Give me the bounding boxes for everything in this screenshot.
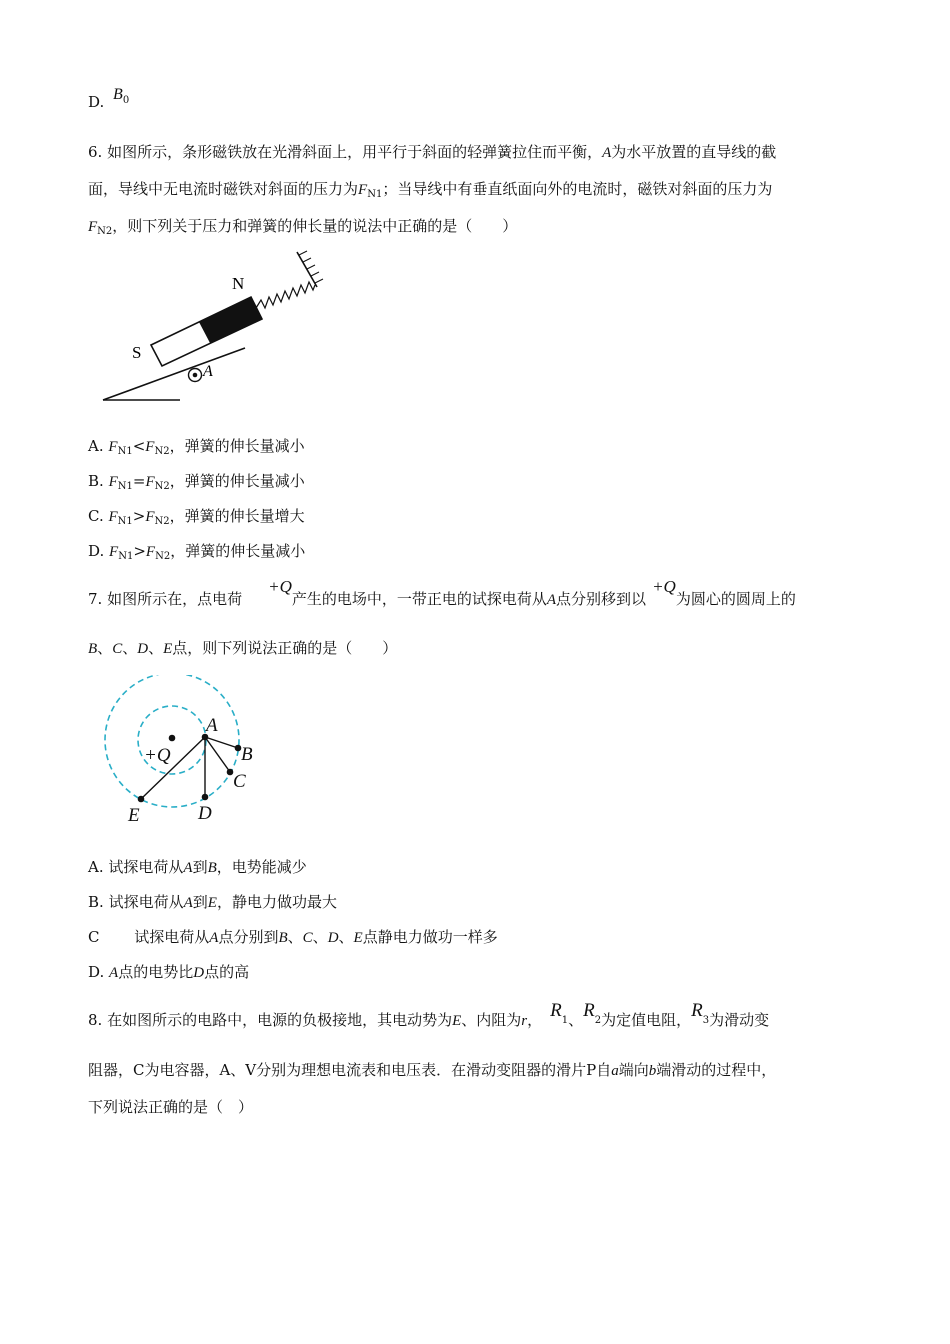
q7-line-1: 7. 如图所示在，点电荷+Q产生的电场中，一带正电的试探电荷从A点分别移到以+Q为圆心的圆周上的 — [88, 577, 796, 608]
charge-q-dot — [169, 735, 176, 742]
q6-option-b[interactable]: B. $F_{N1}=F_{N2}$，弹簧的伸长量减小 — [88, 472, 305, 492]
q7-option-c[interactable]: C 试探电荷从A点分别到B、C、D、E点静电力做功一样多 — [88, 928, 498, 946]
point-e — [138, 796, 145, 803]
label-e: E — [128, 805, 140, 826]
incline-slope — [103, 348, 245, 400]
q6-option-d[interactable]: D. $F_{N1}>F_{N2}$，弹簧的伸长量减小 — [88, 542, 306, 562]
point-d — [202, 794, 209, 801]
wire-a-dot — [193, 373, 198, 378]
q6-line-2: 面，导线中无电流时磁铁对斜面的压力为$F_{N1}$；当导线中有垂直纸面向外的电流时，磁铁对斜面的压力为 — [88, 180, 773, 200]
label-c: C — [233, 771, 246, 792]
q8-line-2: 阻器，C为电容器，A、V分别为理想电流表和电压表．在滑动变阻器的滑片P自a端向b端滑动的过程中， — [88, 1061, 777, 1079]
label-s: S — [132, 343, 142, 362]
q7-option-d[interactable]: D. A点的电势比D点的高 — [88, 963, 250, 981]
q6-line-3: $F_{N2}$，则下列关于压力和弹簧的伸长量的说法中正确的是（ ） — [88, 217, 518, 237]
prev-option-d: D. $B^0$ — [88, 86, 130, 111]
q6-line-1: 6. 如图所示，条形磁铁放在光滑斜面上，用平行于斜面的轻弹簧拉住而平衡，A为水平放置的直导线的截 — [88, 143, 777, 161]
label-b: B — [241, 744, 253, 765]
path-a-b — [205, 737, 238, 748]
q6-option-a[interactable]: A. $F_{N1}<F_{N2}$，弹簧的伸长量减小 — [88, 437, 305, 457]
wall-hatch — [299, 251, 323, 283]
wall — [297, 252, 317, 287]
q6-incline-figure — [95, 245, 335, 410]
label-plus-q: +Q — [144, 745, 171, 766]
label-d: D — [198, 803, 212, 824]
q7-line-2: B、C、D、E点，则下列说法正确的是（ ） — [88, 639, 398, 657]
q7-option-a[interactable]: A. 试探电荷从A到B，电势能减少 — [88, 858, 307, 876]
q8-line-3: 下列说法正确的是（ ） — [88, 1098, 254, 1116]
q7-option-b[interactable]: B. 试探电荷从A到E，静电力做功最大 — [88, 893, 337, 911]
magnet-north-half — [199, 297, 262, 343]
b-symbol: B — [113, 86, 123, 103]
label-a: A — [206, 715, 218, 736]
label-n: N — [232, 274, 245, 293]
label-a: A — [203, 363, 213, 380]
q6-option-c[interactable]: C. $F_{N1}>F_{N2}$，弹簧的伸长量增大 — [88, 507, 305, 527]
spring — [256, 282, 315, 308]
q7-field-figure — [100, 675, 270, 830]
q8-line-1: 8. 在如图所示的电路中，电源的负极接地，其电动势为E、内阻为r， R1、R2为定值电阻，R3为滑动变 — [88, 1000, 770, 1029]
path-a-c — [205, 737, 230, 772]
